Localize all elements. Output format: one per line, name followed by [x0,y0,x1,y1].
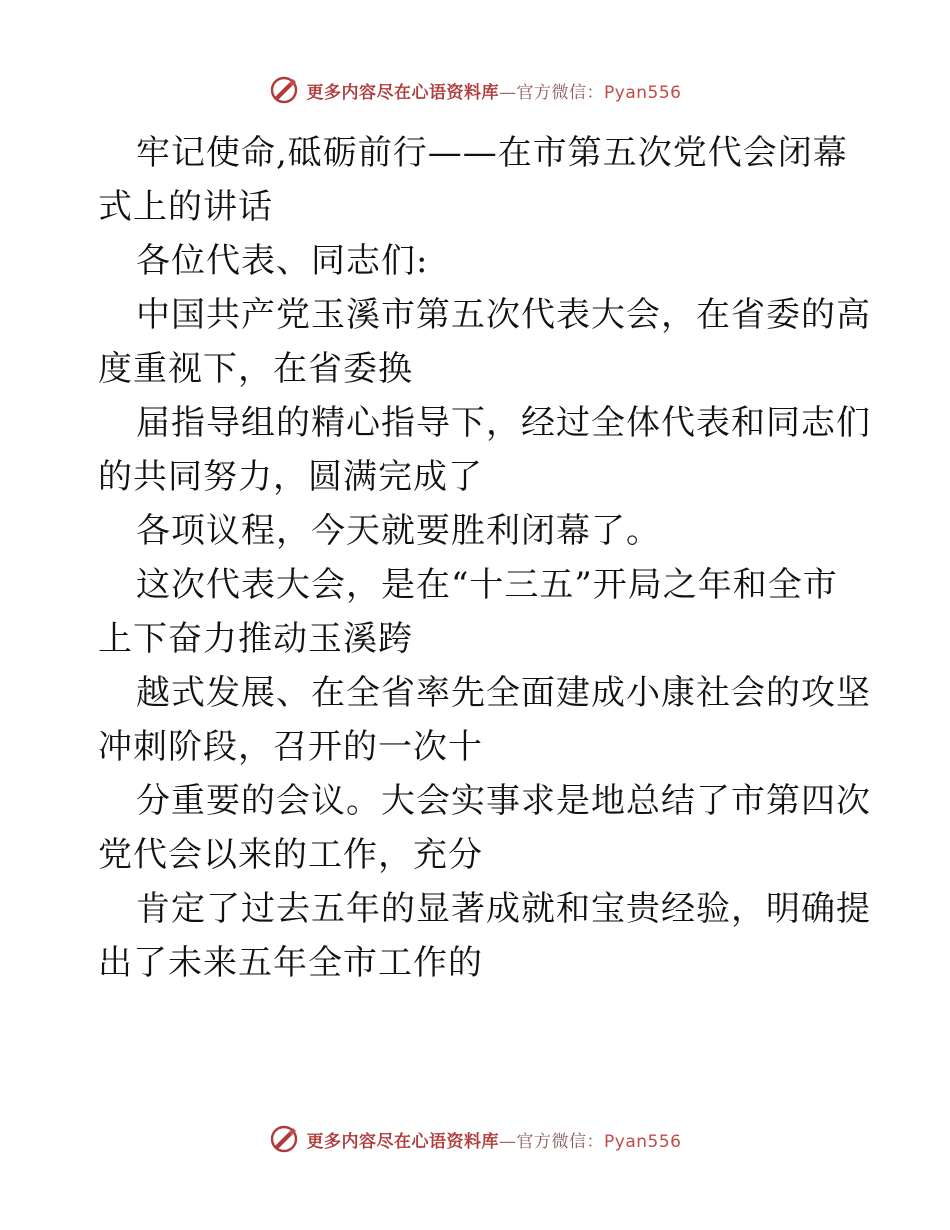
paragraph [98,396,871,504]
paragraph-line: 出了未来五年全市工作的 [98,943,483,983]
paragraph-line: 中国共产党玉溪市第五次代表大会，在省委的高 [136,295,871,335]
paragraph-line: 届指导组的精心指导下，经过全体代表和同志们 [136,403,871,443]
watermark-label: 官方微信： [516,82,605,103]
paragraph-line: 上下奋力推动玉溪跨 [98,619,413,659]
paragraph [98,882,871,990]
pen-logo-icon [269,1124,299,1154]
paragraph [98,558,858,666]
paragraph-line: 分重要的会议。大会实事求是地总结了市第四次 [136,781,871,821]
watermark-text [307,78,682,103]
paragraph-line: 这次代表大会，是在“十三五”开局之年和全市 [136,565,838,605]
paragraph-line: 越式发展、在全省率先全面建成小康社会的攻坚 [136,673,871,713]
watermark-wechat-id: Pyan556 [604,82,682,103]
watermark-text [307,1127,682,1152]
paragraph-line: 各位代表、同志们: [136,241,429,281]
paragraph-line: 各项议程，今天就要胜利闭幕了。 [136,511,661,551]
paragraph [98,504,858,558]
pen-logo-icon [269,75,299,105]
paragraph [98,666,871,774]
paragraph-line: 冲刺阶段，召开的一次十 [98,727,483,767]
watermark-brand: 更多内容尽在心语资料库 [306,82,500,103]
salutation [98,234,858,288]
paragraph-line: 党代会以来的工作，充分 [98,835,483,875]
header-watermark [0,70,950,110]
paragraph-line: 度重视下，在省委换 [98,349,413,389]
paragraph-line: 式上的讲话 [98,187,273,227]
document-body [98,126,871,990]
paragraph [98,774,871,882]
document-title [98,126,858,234]
paragraph-line: 的共同努力，圆满完成了 [98,457,483,497]
footer-watermark [0,1119,950,1159]
paragraph-line: 肯定了过去五年的显著成就和宝贵经验，明确提 [136,889,871,929]
watermark-label: 官方微信： [516,1131,605,1152]
paragraph [98,288,871,396]
watermark-wechat-id: Pyan556 [604,1131,682,1152]
watermark-separator: — [499,1131,517,1152]
watermark-brand: 更多内容尽在心语资料库 [306,1131,500,1152]
paragraph-line: 牢记使命,砥砺前行——在市第五次党代会闭幕 [136,133,848,173]
watermark-separator: — [499,82,517,103]
